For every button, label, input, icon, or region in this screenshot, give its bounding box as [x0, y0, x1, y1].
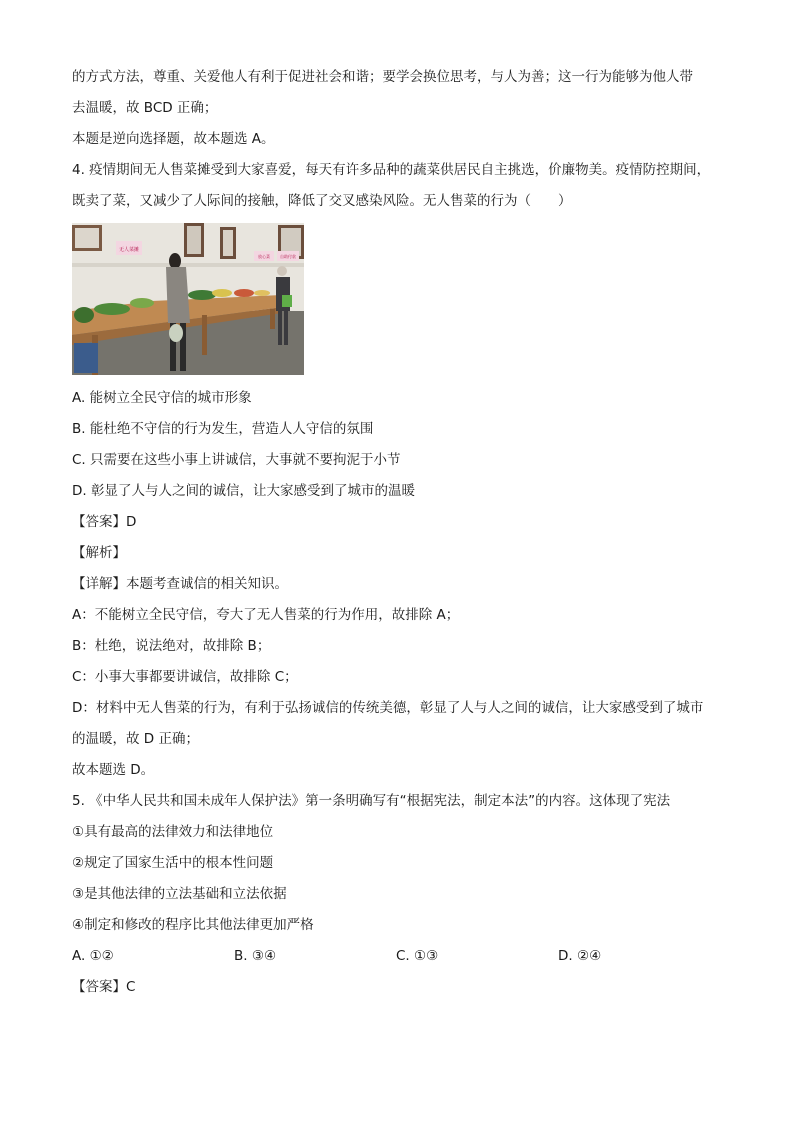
question-4-detail: C：小事大事都要讲诚信，故排除 C； — [72, 669, 298, 685]
question-4-detail: 的温暖，故 D 正确； — [72, 731, 199, 747]
question-5-options — [72, 941, 722, 972]
question-4-detail: D：材料中无人售菜的行为，有利于弘扬诚信的传统美德，彰显了人与人之间的诚信，让大家感受到了城市 — [72, 700, 704, 716]
question-4-detail: 故本题选 D。 — [72, 762, 155, 778]
question-4-detail: 【详解】本题考查诚信的相关知识。 — [72, 576, 288, 592]
question-5-statement: ①具有最高的法律效力和法律地位 — [72, 824, 274, 840]
document-page — [72, 62, 722, 1003]
question-4-stem: 既卖了菜，又减少了人际间的接触，降低了交叉感染风险。无人售菜的行为（ ） — [72, 193, 572, 209]
question-4-analysis-heading: 【解析】 — [72, 545, 126, 561]
question-5-option-d: D. ②④ — [558, 948, 602, 964]
text-line: 本题是逆向选择题，故本题选 A。 — [72, 131, 275, 147]
photo-sign: 自助付款 — [280, 254, 296, 259]
question-5-statement: ②规定了国家生活中的根本性问题 — [72, 855, 274, 871]
question-5-option-c: C. ①③ — [396, 948, 439, 964]
question-4-answer: 【答案】D — [72, 514, 137, 530]
question-5-answer: 【答案】C — [72, 979, 136, 995]
photo-sign: 放心菜 — [258, 254, 270, 259]
text-line: 的方式方法，尊重、关爱他人有利于促进社会和谐；要学会换位思考，与人为善；这一行为能够为他人带 — [72, 69, 693, 85]
question-4-stem: 4. 疫情期间无人售菜摊受到大家喜爱，每天有许多品种的蔬菜供居民自主挑选，价廉物美。疫情防控期间， — [72, 162, 711, 178]
question-4-option-d: D. 彰显了人与人之间的诚信，让大家感受到了城市的温暖 — [72, 483, 415, 499]
question-4-option-c: C. 只需要在这些小事上讲诚信，大事就不要拘泥于小节 — [72, 452, 401, 468]
question-5-statement: ④制定和修改的程序比其他法律更加严格 — [72, 917, 314, 933]
question-4-detail: B：杜绝，说法绝对，故排除 B； — [72, 638, 271, 654]
unmanned-vegetable-stall-photo — [72, 223, 304, 375]
text-line: 去温暖，故 BCD 正确； — [72, 100, 218, 116]
photo-sign: 无人菜摊 — [118, 247, 140, 253]
question-5-option-b: B. ③④ — [234, 948, 277, 964]
question-5-statement: ③是其他法律的立法基础和立法依据 — [72, 886, 287, 902]
question-4-option-a: A. 能树立全民守信的城市形象 — [72, 390, 252, 406]
question-4-detail: A：不能树立全民守信，夸大了无人售菜的行为作用，故排除 A； — [72, 607, 460, 623]
photo-illustration — [72, 223, 304, 375]
question-5-option-a: A. ①② — [72, 948, 114, 964]
question-4-option-b: B. 能杜绝不守信的行为发生，营造人人守信的氛围 — [72, 421, 374, 437]
question-5-stem: 5. 《中华人民共和国未成年人保护法》第一条明确写有“根据宪法，制定本法”的内容。这体现了宪法 — [72, 793, 671, 809]
